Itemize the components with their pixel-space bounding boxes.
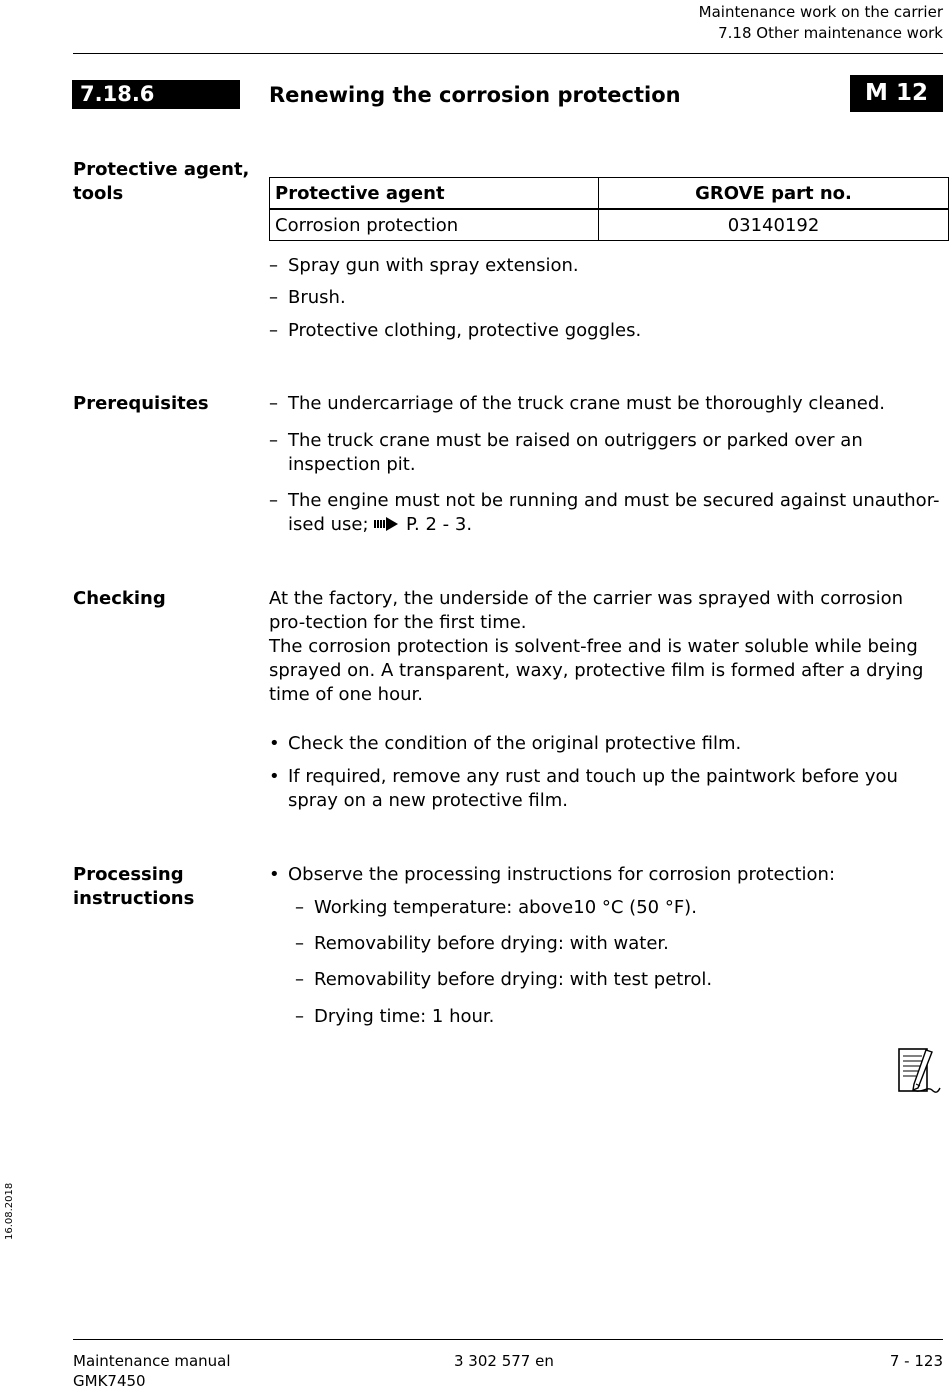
table-cell: 03140192 (599, 209, 949, 241)
protective-agent-table (269, 177, 949, 241)
list-item: – The truck crane must be raised on outriggers or parked over an inspection pit. (269, 430, 863, 475)
checking-paragraph: At the factory, the underside of the carrier was sprayed with corrosion pro-tection for the first time. (269, 588, 904, 633)
table-cell: Corrosion protection (270, 209, 599, 241)
footer-rule (73, 1339, 943, 1340)
footer-page-number: 7 - 123 (889, 1352, 943, 1370)
section-title: Renewing the corrosion protection (269, 83, 681, 107)
processing-label: Processing instructions (73, 864, 195, 909)
table-row (270, 209, 949, 241)
list-item: – Working temperature: above10 °C (50 °F). (295, 897, 697, 918)
header-chapter: Maintenance work on the carrier (698, 3, 943, 21)
document-note-icon (896, 1046, 942, 1096)
footer-manual: Maintenance manual GMK7450 (73, 1352, 231, 1390)
list-item: – The engine must not be running and must be secured against unauthor-ised use; P. 2 - 3. (269, 490, 940, 535)
list-item: • Observe the processing instructions for corrosion protection: (269, 864, 836, 885)
table-header: Protective agent (270, 178, 599, 210)
list-item: – Spray gun with spray extension. (269, 255, 579, 276)
protective-label: Protective agent, tools (73, 159, 250, 204)
header-rule (73, 53, 943, 54)
list-item: – Protective clothing, protective goggles. (269, 320, 642, 341)
footer-doc-number: 3 302 577 en (454, 1352, 554, 1370)
print-date: 16.08.2018 (4, 1182, 15, 1240)
table-header: GROVE part no. (599, 178, 949, 210)
list-item: – Removability before drying: with water. (295, 933, 669, 954)
checking-label: Checking (73, 588, 166, 609)
header-section: 7.18 Other maintenance work (718, 24, 943, 42)
page-header (699, 2, 943, 44)
list-item: • Check the condition of the original protective film. (269, 733, 742, 754)
page-reference-link[interactable]: P. 2 - 3. (406, 514, 473, 535)
list-item: • If required, remove any rust and touch up the paintwork before you spray on a new protective film. (269, 766, 898, 811)
checking-paragraph: The corrosion protection is solvent-free and is water soluble while being sprayed on. A transparent, waxy, protective film is formed after a drying time of one hour. (269, 636, 924, 705)
prerequisites-label: Prerequisites (73, 393, 209, 414)
section-number: 7.18.6 (72, 80, 240, 109)
list-item: – The undercarriage of the truck crane must be thoroughly cleaned. (269, 393, 886, 414)
reference-arrow-icon (374, 516, 400, 532)
list-item: – Removability before drying: with test petrol. (295, 969, 713, 990)
list-item: – Drying time: 1 hour. (295, 1006, 495, 1027)
list-item: – Brush. (269, 287, 346, 308)
maintenance-badge: M 12 (850, 75, 943, 112)
table-header-row (270, 178, 949, 210)
